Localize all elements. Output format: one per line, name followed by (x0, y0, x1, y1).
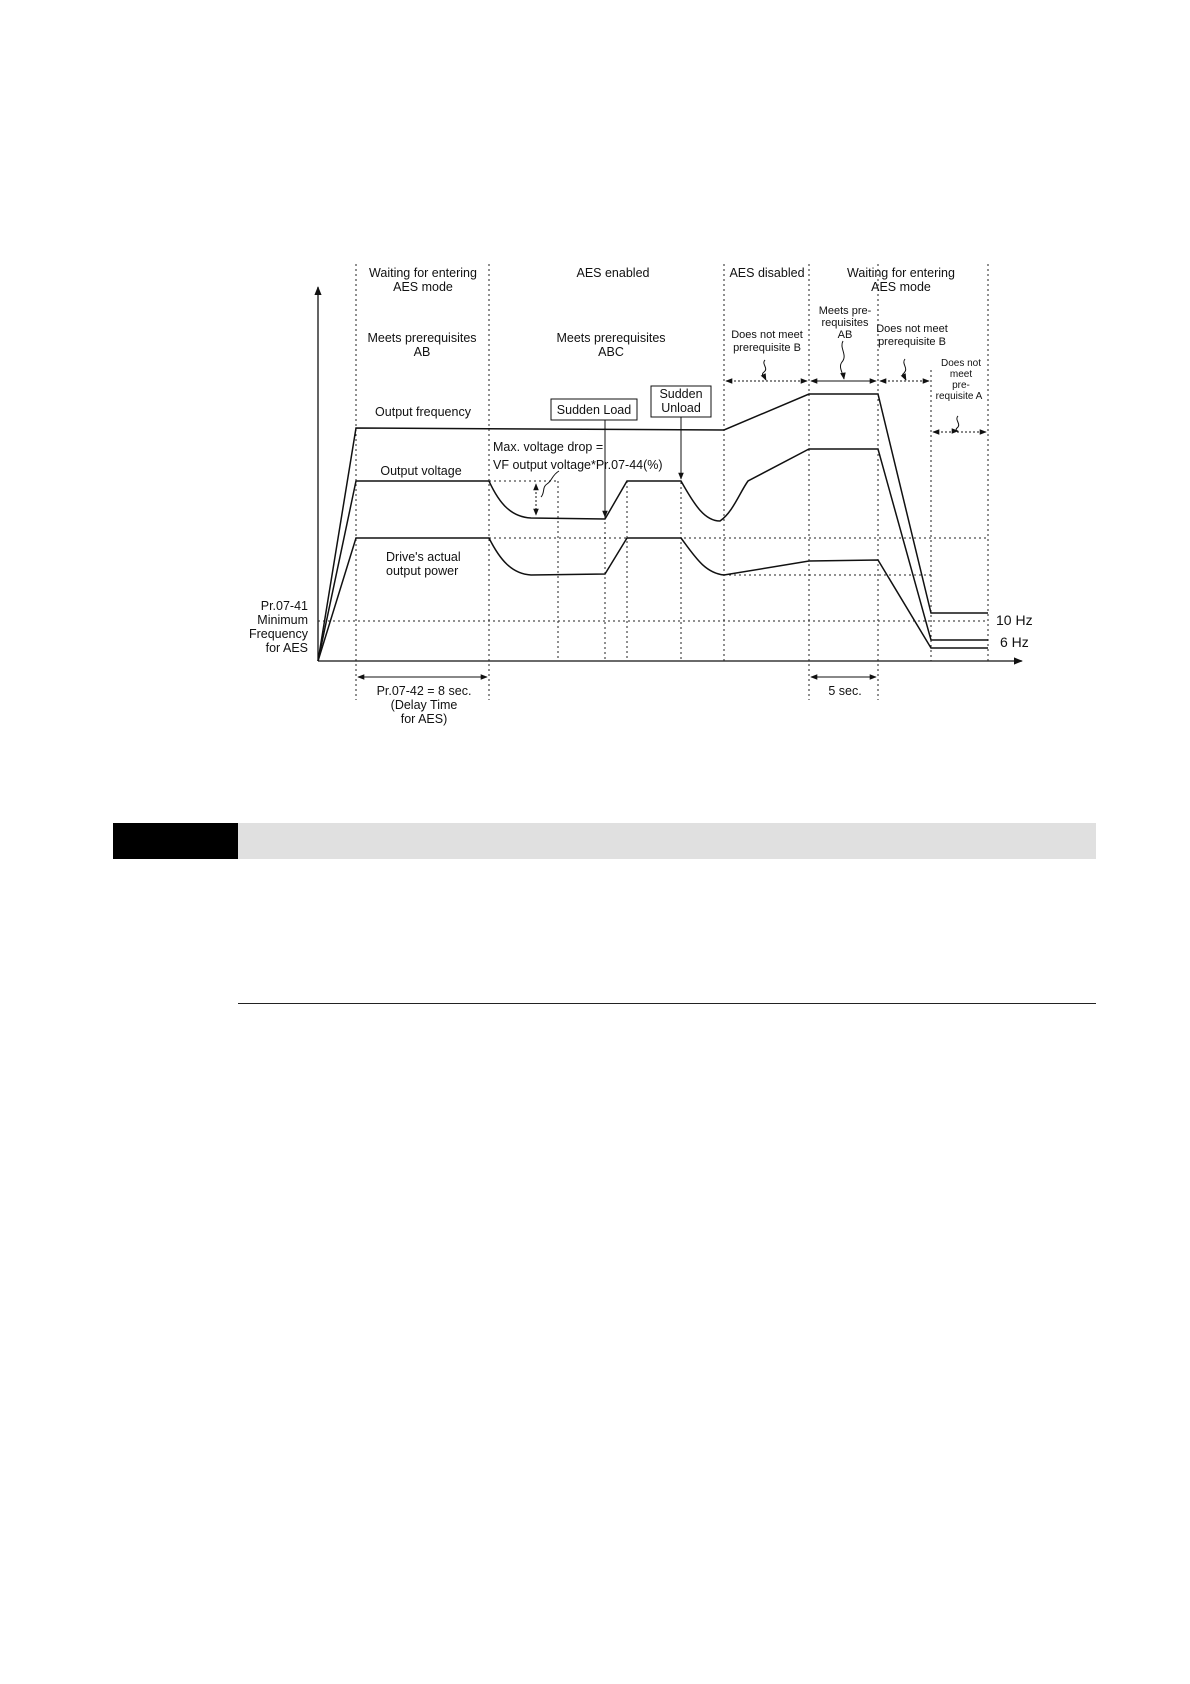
phase-waiting-1-line2: AES mode (393, 280, 453, 294)
voltage-drop-label-line1: Max. voltage drop = (493, 440, 604, 454)
delay-label-line2: (Delay Time (390, 698, 458, 712)
min-freq-label-line1: Pr.07-41 (260, 599, 308, 613)
voltage-drop-label-line2: VF output voltage*Pr.07-44(%) (493, 458, 663, 472)
prereq-ab2-line1: Meets pre- (818, 305, 872, 317)
delay-label-line3: for AES) (400, 712, 448, 726)
label-6hz: 6 Hz (1000, 634, 1029, 650)
phase-waiting-2-line2: AES mode (871, 280, 931, 294)
output-voltage-label: Output voltage (380, 464, 462, 478)
output-frequency-label: Output frequency (375, 405, 471, 419)
delay-label-line1: Pr.07-42 = 8 sec. (376, 684, 472, 698)
prereq-not-a-line2: meet (949, 369, 973, 380)
prereq-not-b-1-line1: Does not meet (731, 329, 803, 341)
output-power-label-line2: output power (386, 564, 459, 578)
prereq-ab-line2: AB (413, 345, 431, 359)
section-header-bar (238, 823, 1096, 859)
prereq-not-b-1-line2: prerequisite B (733, 342, 801, 354)
min-freq-label-line2: Minimum (257, 613, 308, 627)
label-10hz: 10 Hz (996, 612, 1033, 628)
prereq-not-a-line3: pre- (952, 380, 970, 391)
prerequisite-range-arrows (726, 381, 986, 432)
prerequisite-leaders (762, 341, 958, 431)
phase-aes-enabled: AES enabled (576, 266, 650, 280)
horizontal-rule (238, 1003, 1096, 1004)
voltage-drop-leader (541, 471, 559, 497)
section-header-tab (113, 823, 238, 859)
sudden-unload-label-line2: Unload (661, 401, 701, 415)
min-freq-label-line3: Frequency (248, 627, 308, 641)
prereq-not-b-2-line1: Does not meet (876, 323, 948, 335)
prereq-abc-line2: ABC (598, 345, 624, 359)
phase-waiting-1-line1: Waiting for entering (369, 266, 477, 280)
sudden-load-label: Sudden Load (556, 403, 632, 417)
output-power-label-line1: Drive's actual (386, 550, 461, 564)
prereq-ab2-line2: requisites (821, 317, 869, 329)
prereq-not-a-line1: Does not (940, 358, 982, 369)
prereq-not-b-2-line2: prerequisite B (878, 336, 946, 348)
min-freq-label-line4: for AES (265, 641, 308, 655)
phase-waiting-2-line1: Waiting for entering (847, 266, 955, 280)
five-sec-label: 5 sec. (828, 684, 862, 698)
sudden-unload-label-line1: Sudden (659, 387, 703, 401)
prereq-abc-line1: Meets prerequisites (556, 331, 666, 345)
aes-timing-diagram (0, 0, 1190, 760)
prereq-not-a-line4: requisite A (935, 391, 983, 402)
phase-aes-disabled: AES disabled (729, 266, 805, 280)
prereq-ab2-line3: AB (837, 329, 853, 341)
prereq-ab-line1: Meets prerequisites (367, 331, 477, 345)
